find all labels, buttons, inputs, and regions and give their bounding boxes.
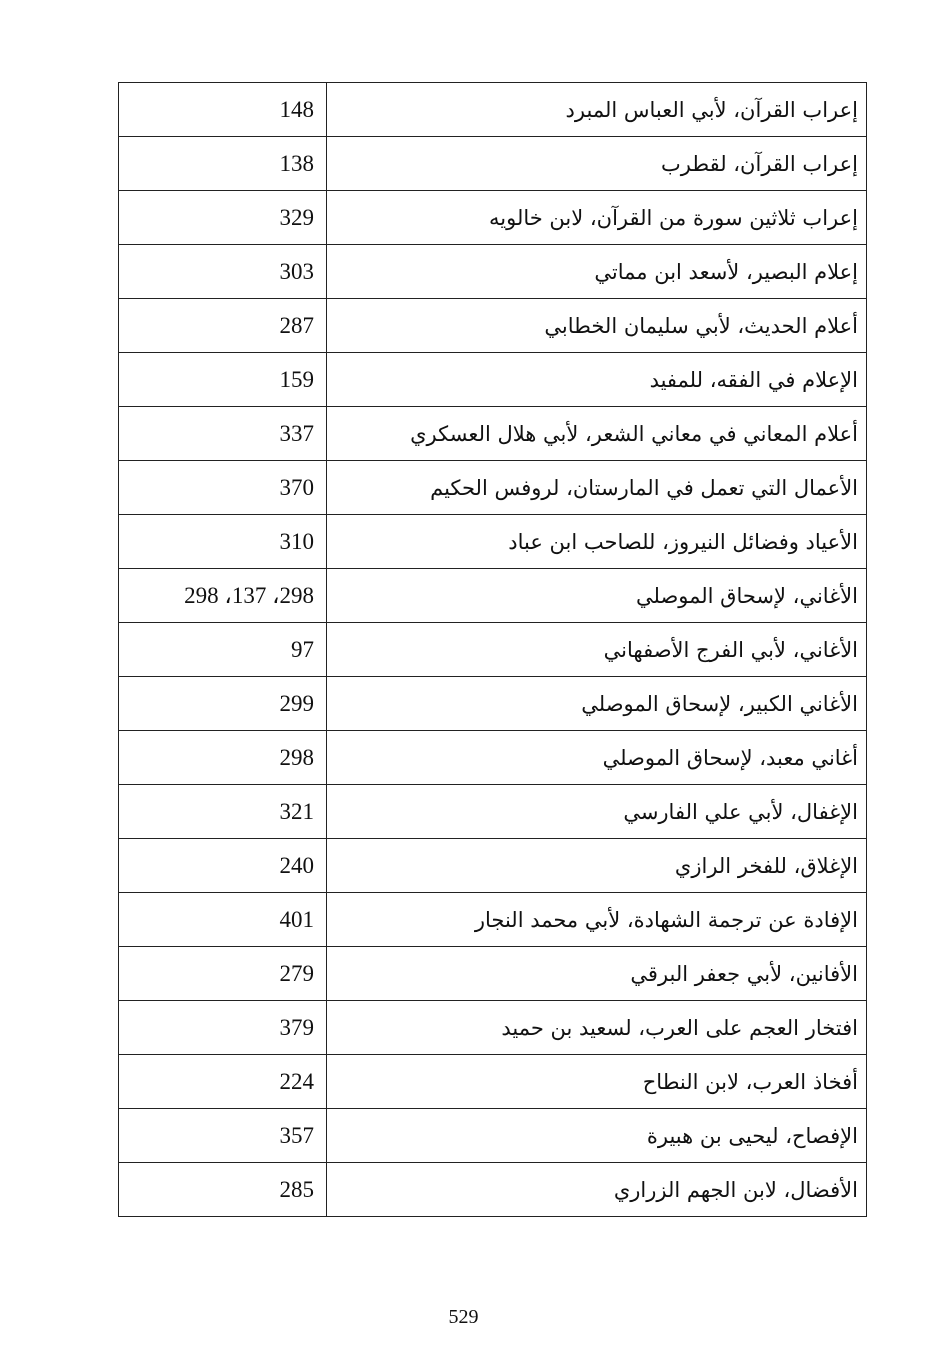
page-references: 401 [119,893,327,947]
index-row [119,137,867,191]
index-rows [119,83,867,1217]
page-references: 337 [119,407,327,461]
index-row [119,245,867,299]
index-row [119,623,867,677]
book-title: افتخار العجم على العرب، لسعيد بن حميد [327,1001,867,1055]
book-title: الأفانين، لأبي جعفر البرقي [327,947,867,1001]
index-row [119,83,867,137]
page-references: 298 [119,731,327,785]
book-title: الإعلام في الفقه، للمفيد [327,353,867,407]
book-title: أعلام الحديث، لأبي سليمان الخطابي [327,299,867,353]
book-title: إعلام البصير، لأسعد ابن مماتي [327,245,867,299]
page-references: 298 ،137 ،298 [119,569,327,623]
page-references: 224 [119,1055,327,1109]
page-number: 529 [448,1306,479,1328]
index-row [119,515,867,569]
index-row [119,785,867,839]
page-references: 321 [119,785,327,839]
index-table [118,82,867,1217]
index-row [119,299,867,353]
book-title: الإغلاق، للفخر الرازي [327,839,867,893]
index-row [119,1163,867,1217]
page-references: 310 [119,515,327,569]
page-references: 138 [119,137,327,191]
book-title: الإفصاح، ليحيى بن هبيرة [327,1109,867,1163]
book-title: أعلام المعاني في معاني الشعر، لأبي هلال العسكري [327,407,867,461]
index-row [119,461,867,515]
page-references: 303 [119,245,327,299]
book-title: الإفادة عن ترجمة الشهادة، لأبي محمد النجار [327,893,867,947]
page-references: 357 [119,1109,327,1163]
page-references: 285 [119,1163,327,1217]
index-row [119,677,867,731]
book-title: إعراب ثلاثين سورة من القرآن، لابن خالويه [327,191,867,245]
page-references: 379 [119,1001,327,1055]
index-row [119,191,867,245]
page-references: 159 [119,353,327,407]
index-row [119,353,867,407]
book-title: الأعياد وفضائل النيروز، للصاحب ابن عباد [327,515,867,569]
book-title: أغاني معبد، لإسحاق الموصلي [327,731,867,785]
index-row [119,1001,867,1055]
index-row [119,947,867,1001]
book-title: إعراب القرآن، لأبي العباس المبرد [327,83,867,137]
index-row [119,1055,867,1109]
book-title: الأغاني، لإسحاق الموصلي [327,569,867,623]
page-references: 279 [119,947,327,1001]
page-references: 240 [119,839,327,893]
book-title: الأعمال التي تعمل في المارستان، لروفس الحكيم [327,461,867,515]
book-title: الأغاني، لأبي الفرج الأصفهاني [327,623,867,677]
page-references: 287 [119,299,327,353]
index-row [119,731,867,785]
book-title: الإغفال، لأبي علي الفارسي [327,785,867,839]
index-row [119,407,867,461]
index-row [119,839,867,893]
book-title: أفخاذ العرب، لابن النطاح [327,1055,867,1109]
page-references: 370 [119,461,327,515]
index-row [119,569,867,623]
book-title: إعراب القرآن، لقطرب [327,137,867,191]
book-title: الأفضال، لابن الجهم الزراري [327,1163,867,1217]
page-references: 97 [119,623,327,677]
page-references: 299 [119,677,327,731]
page-references: 329 [119,191,327,245]
book-title: الأغاني الكبير، لإسحاق الموصلي [327,677,867,731]
page-references: 148 [119,83,327,137]
index-row [119,1109,867,1163]
index-row [119,893,867,947]
